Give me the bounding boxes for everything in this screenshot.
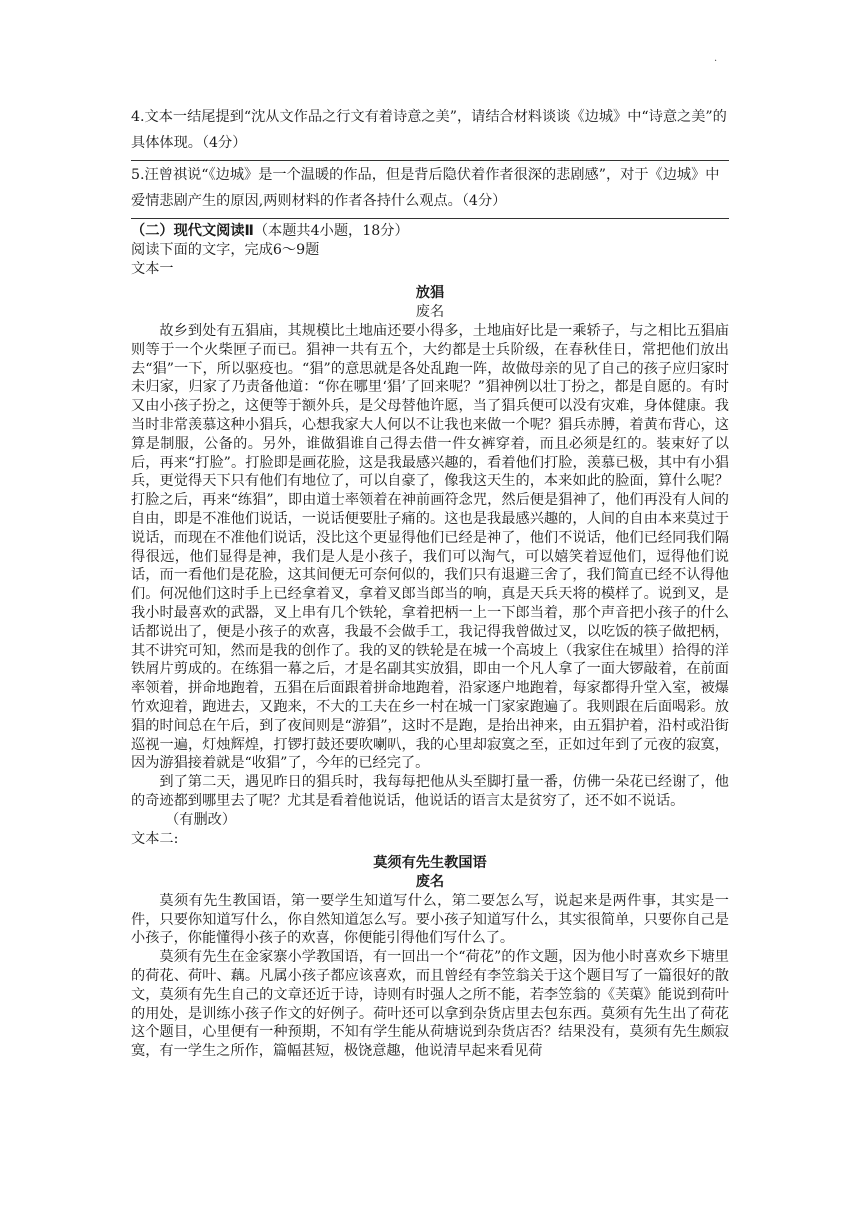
page-marker: · (714, 56, 718, 67)
answer-line-4 (131, 160, 729, 161)
answer-line-5 (131, 218, 729, 219)
article1-paragraph-2: 到了第二天，遇见昨日的猖兵时，我每每把他从头至脚打量一番，仿佛一朵花已经谢了，他的奇迹都到哪里去了呢？尤其是看着他说话，他说话的语言太是贫穷了，还不如不说话。 (131, 774, 729, 809)
text2-label: 文本二: (131, 830, 179, 847)
article2-author: 废名 (415, 874, 445, 891)
section-title: （二）现代文阅读Ⅱ (131, 223, 254, 239)
article2-paragraph-1: 莫须有先生教国语，第一要学生知道写什么，第二要怎么写，说起来是两件事，其实是一件，只要你知道写什么，你自然知道怎么写。要小孩子知道写什么，其实很简单，只要你自己是小孩子，你能懂得小孩子的欢喜，你便能引得他们写什么了。 (131, 892, 729, 947)
article1-author: 废名 (415, 304, 445, 321)
section-note: （本题共4小题，18分） (253, 223, 409, 239)
section-instruction: 阅读下面的文字，完成6～9题 (131, 241, 320, 258)
article1-title: 放猖 (415, 285, 445, 302)
article2-paragraph-2: 莫须有先生在金家寨小学教国语，有一回出一个“荷花”的作文题，因为他小时喜欢乡下塘里的荷花、荷叶、藕。凡属小孩子都应该喜欢，而且曾经有李笠翁关于这个题目写了一篇很好的散文，莫须有先生自己的文章还近于诗，诗则有时强人之所不能，若李笠翁的《芙蕖》能说到荷叶的用处，是训练小孩子作文的好例子。荷叶还可以拿到杂货店里去包东西。莫须有先生出了荷花这个题目，心里便有一种预期，不知有学生能从荷塘说到杂货店否？结果没有，莫须有先生颇寂寞，有一学生之所作，篇幅甚短，极饶意趣，他说清早起来看见荷 (131, 949, 729, 1060)
question-4: 4.文本一结尾提到“沈从文作品之行文有着诗意之美”，请结合材料谈谈《边城》中“诗意之美”的具体体现。（4分） (131, 109, 727, 151)
article2-title: 莫须有先生教国语 (373, 855, 487, 872)
text1-label: 文本一 (131, 260, 174, 277)
question-5: 5.汪曾祺说“《边城》是一个温暖的作品，但是背后隐伏着作者很深的悲剧感”，对于《边城》中爱情悲剧产生的原因,两则材料的作者各持什么观点。（4分） (131, 167, 720, 209)
article1-source: （有删改） (165, 811, 237, 828)
article1-paragraph-1: 故乡到处有五猖庙，其规模比土地庙还要小得多，土地庙好比是一乘轿子，与之相比五猖庙则等于一个火柴匣子而已。猖神一共有五个，大约都是士兵阶级，在春秋佳日，常把他们放出去“猖”一下，所以驱疫也。“猖”的意思就是各处乱跑一阵，故做母亲的见了自己的孩子应归家时未归家，归家了乃责备他道：“你在哪里‘猖’了回来呢？”猖神例以壮丁扮之，都是自愿的。有时又由小孩子扮之，这便等于额外兵，是父母替他许愿，当了猖兵便可以没有灾难，身体健康。我当时非常羡慕这种小猖兵，心想我家大人何以不让我也来做一个呢？猖兵赤膊，着黄布背心，这算是制服，公备的。另外，谁做猖谁自己得去借一件女裤穿着，而且必须是红的。装束好了以后，再来“打脸”。打脸即是画花脸，这是我最感兴趣的，看着他们打脸，羡慕已极，其中有小猖兵，更觉得天下只有他们有地位了，可以自豪了，像我这天生的，本来如此的脸面，算什么呢？打脸之后，再来“练猖”，即由道士率领着在神前画符念咒，然后便是猖神了，他们再没有人间的自由，即是不准他们说话，一说话便要肚子痛的。这也是我最感兴趣的，人间的自由本来莫过于说话，而现在不准他们说话，没比这个更显得他们已经是神了，他们不说话，他们已经同我们隔得很远，他们显得是神，我们是人是小孩子，我们可以淘气，可以嬉笑着逗他们，逗得他们说话，而一看他们是花脸，这其间便无可奈何似的，我们只有退避三舍了，我们简直已经不认得他们。何况他们这时手上已经拿着叉，拿着叉郎当郎当的响，真是天兵天将的模样了。说到叉，是我小时最喜欢的武器，叉上串有几个铁轮，拿着把柄一上一下郎当着，那个声音把小孩子的什么话都说出了，便是小孩子的欢喜，我最不会做手工，我记得我曾做过叉，以吃饭的筷子做把柄，其不讲究可知，然而是我的创作了。我的叉的铁轮是在城一个高坡上（我家住在城里）拾得的洋铁屑片剪成的。在练猖一幕之后，才是名副其实放猖，即由一个凡人拿了一面大锣敲着，在前面率领着，拼命地跑着，五猖在后面跟着拼命地跑着，沿家逐户地跑着，每家都得升堂入室，被爆竹欢迎着，跑进去，又跑来，不大的工夫在乡一村在城一门家家跑遍了。我则跟在后面喝彩。放猖的时间总在午后，到了夜间则是“游猖”，这时不是跑，是抬出神来，由五猖护着，沿村或沿街巡视一遍，灯烛辉煌，打锣打鼓还要吹喇叭，我的心里却寂寞之至，正如过年到了元夜的寂寞，因为游猖接着就是“收猖”了，今年的已经完了。 (131, 322, 729, 772)
reading-section (131, 222, 729, 1061)
section-header (131, 222, 729, 241)
